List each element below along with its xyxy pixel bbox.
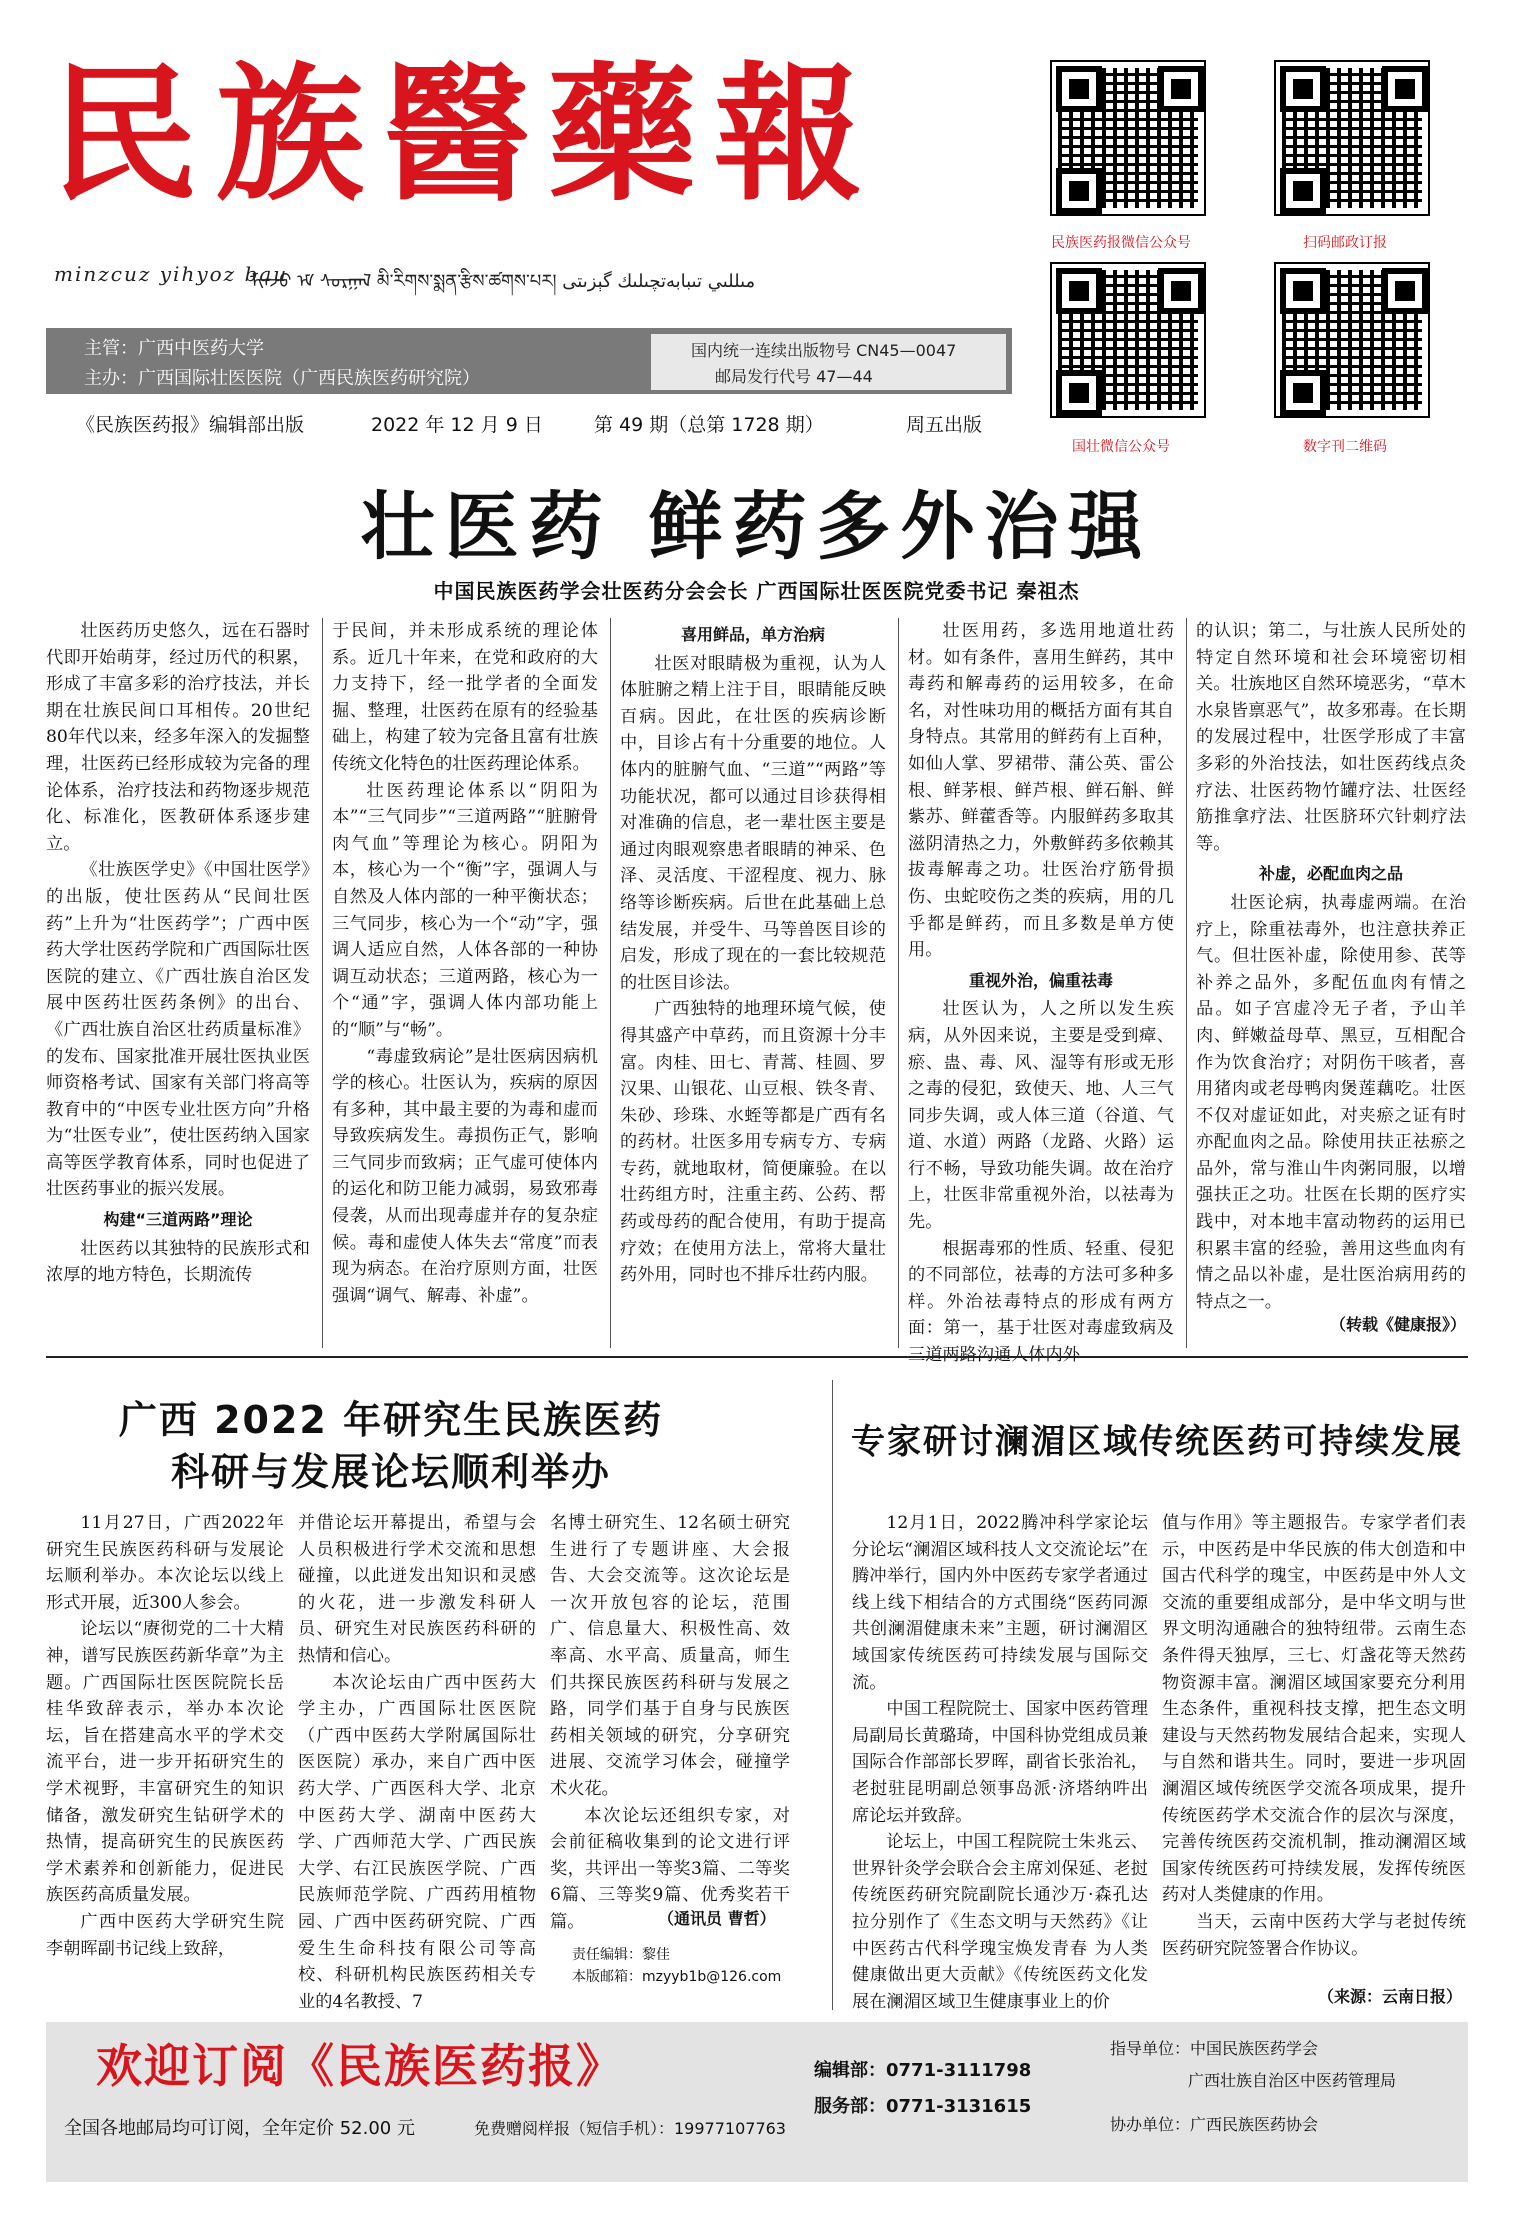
section-heading: 补虚，必配血肉之品 (1258, 864, 1403, 884)
paragraph: 壮医用药，多选用地道壮药材。如有条件，喜用生鲜药，其中毒药和解毒药的运用较多，在命名，对性味功用的概括方面有其自身特点。其常用的鲜药有上百种，如仙人掌、罗裙带、蒲公英、雷公根、鲜茅根、鲜芦根、鲜石斛、鲜紫苏、鲜藿香等。内服鲜药多取其滋阴清热之力，外敷鲜药多依赖其拔毒解毒之功。壮医治疗筋骨损伤、虫蛇咬伤之类的疾病，用的几乎都是鲜药，而且多数是单方使用。 (908, 621, 1174, 961)
qr-digital[interactable] (1276, 264, 1428, 416)
assist-unit: 协办单位：广西民族医药协会 (1110, 2115, 1319, 2134)
paragraph: 广西独特的地理环境气候，使得其盛产中草药，而且资源十分丰富。肉桂、田七、青蒿、桂圆、罗汉果、山银花、山豆根、铁冬青、朱砂、珍珠、水蛭等都是广西有名的药材。壮医多用专病专方、专病专药，就地取材，简便廉验。在以壮药组方时，注重主药、公药、帮药或母药的配合使用，有助于提高疗效；在使用方法上，常将大量壮药外用，同时也不排斥壮药内服。 (620, 999, 886, 1286)
publisher: 《民族医药报》编辑部出版 (76, 414, 305, 436)
section-heading: 喜用鲜品，单方治病 (680, 625, 825, 644)
paragraph: 于民间，并未形成系统的理论体系。近几十年来，在党和政府的大力支持下，经一批学者的全面发掘、整理，壮医药在原有的经验基础上，构建了较为完备且富有壮族传统文化特色的壮医药理论体系。 (332, 621, 598, 774)
paragraph: 壮医认为，人之所以发生疾病，从外因来说，主要是受到瘴、瘀、蛊、毒、风、湿等有形或无形之毒的侵犯，致使天、地、人三气同步失调，或人体三道（谷道、气道、水道）两路（龙路、火路）运行不畅，导致功能失调。故在治疗上，壮医非常重视外治，以祛毒为先。 (908, 999, 1174, 1233)
paragraph: 本次论坛还组织专家，对会前征稿收集到的论文进行评奖，共评出一等奖3篇、二等奖6篇、三等奖9篇、优秀奖若干篇。 (550, 1805, 790, 1932)
service-phone[interactable]: 服务部：0771-3131615 (814, 2096, 1032, 2117)
editorial-phone[interactable]: 编辑部：0771-3111798 (814, 2060, 1032, 2081)
qr-digital-label: 数字刊二维码 (1303, 439, 1387, 455)
lead-col-4 (908, 618, 1174, 1369)
paragraph: 本次论坛由广西中医药大学主办，广西国际壮医医院（广西中医药大学附属国际壮医医院）承办，来自广西中医药大学、广西医科大学、北京中医药大学、湖南中医药大学、广西师范大学、广西民族大学、右江民族医学院、广西民族师范学院、广西药用植物园、广西中医药研究院、广西爱生生命科技有限公司等高校、科研机构民族医药相关专业的4名教授、7 (298, 1672, 536, 2012)
sponsor-organizer: 主办：广西国际壮医医院（广西民族医药研究院） (84, 368, 480, 389)
subscription-price: 全国各地邮局均可订阅，全年定价 52.00 元 (64, 2118, 415, 2139)
lead-col-5 (1196, 618, 1466, 1315)
paragraph: 名博士研究生、12名硕士研究生进行了专题讲座、大会报告、大会交流等。这次论坛是一次开放包容的论坛，范围广、信息量大、积极性高、效率高、水平高、质量高，师生们共探民族医药科研与发展之路，同学们基于自身与民族医药相关领域的研究，分享研究进展、交流学习体会，碰撞学术火花。 (550, 1513, 790, 1799)
paragraph: 当天，云南中医药大学与老挝传统医药研究院签署合作协议。 (1162, 1911, 1466, 1959)
section-heading: 构建“三道两路”理论 (103, 1210, 253, 1230)
lead-col-2 (332, 618, 598, 1309)
paragraph: 并借论坛开幕提出，希望与会人员积极进行学术交流和思想碰撞，以此迸发出知识和灵感的火花，进一步激发科研人员、研究生对民族医药科研的热情和信心。 (298, 1513, 536, 1666)
section-heading: 重视外治，偏重祛毒 (968, 970, 1113, 990)
paragraph: 《壮族医学史》《中国壮医学》的出版，使壮医药从“民间壮医药”上升为“壮医药学”；广西中医药大学壮医药学院和广西国际壮医医院的建立、《广西壮族自治区发展中医药壮医药条例》的出台、《广西壮族自治区壮药质量标准》的发布、国家批准开展壮医执业医师资格考试、国家有关部门将高等教育中的“中医专业壮医方向”升格为“壮医专业”，使壮医药纳入国家高等医学教育体系，同时也促进了壮医药事业的振兴发展。 (46, 860, 310, 1200)
qr-wechat[interactable] (1052, 62, 1204, 214)
article3-col-2 (1162, 1510, 1466, 1962)
sample-request: 免费赠阅样报（短信手机）：19977107763 (474, 2119, 786, 2138)
article2-headline-2: 科研与发展论坛顺利举办 (170, 1450, 611, 1494)
paragraph: 壮医药历史悠久，远在石器时代即开始萌芽，经过历代的积累，形成了丰富多彩的治疗技法，并长期在壮族民间口耳相传。20世纪80年代以来，经多年深入的发掘整理，壮医药已经形成较为完备的理论体系，治疗技法和药物逐步规范化、标准化，医教研体系逐步建立。 (46, 621, 310, 854)
article2-headline-1: 广西 2022 年研究生民族医药 (118, 1398, 664, 1442)
paragraph: 壮医对眼睛极为重视，认为人体脏腑之精上注于目，眼睛能反映百病。因此，在壮医的疾病诊断中，目诊占有十分重要的地位。人体内的脏腑气血、“三道”“两路”等功能状况，都可以通过目诊获得相对准确的信息，老一辈壮医主要是通过肉眼观察患者眼睛的神采、色泽、灵活度、干涩程度、视力、脉络等诊断疾病。后世在此基础上总结发展，并受牛、马等兽医目诊的启发，形成了现在的一套比较规范的壮医目诊法。 (620, 653, 886, 993)
lead-byline: 中国民族医药学会壮医药分会会长 广西国际壮医医院党委书记 秦祖杰 (433, 579, 1080, 603)
article2-col-2 (298, 1510, 536, 2015)
lead-credit: （转载《健康报》） (1330, 1315, 1467, 1334)
sponsor-supervisor: 主管：广西中医药大学 (84, 338, 264, 359)
post-code: 邮局发行代号 47—44 (715, 367, 873, 386)
issue-number: 第 49 期（总第 1728 期） (594, 414, 824, 436)
publication-numbers (651, 334, 1006, 390)
paragraph: “毒虚致病论”是壮医病因病机学的核心。壮医认为，疾病的原因有多种，其中最主要的为毒和虚而导致疾病发生。毒损伤正气，影响三气同步而致病；正气虚可使体内的运化和防卫能力减弱，易致邪毒侵袭，从而出现毒虚并存的复杂症候。毒和虚使人体失去“常度”而表现为病态。在治疗原则方面，壮医强调“调气、解毒、补虚”。 (332, 1046, 598, 1306)
lead-col-3 (620, 618, 886, 1289)
paragraph: 12月1日，2022腾冲科学家论坛分论坛“澜湄区域科技人文交流论坛”在腾冲举行，国内外中医药专家学者通过线上线下相结合的方式围绕“医药同源 共创澜湄健康未来”主题，研讨澜湄区域国家传统医药可持续发展与国际交流。 (852, 1513, 1148, 1693)
article3-credit: （来源：云南日报） (1318, 1987, 1463, 2006)
article3-headline: 专家研讨澜湄区域传统医药可持续发展 (851, 1422, 1463, 1462)
article2-reporter: （通讯员 曹哲） (658, 1909, 776, 1928)
paragraph: 论坛以“赓彻党的二十大精神，谱写民族医药新华章”为主题。广西国际壮医医院院长岳桂华致辞表示，举办本次论坛，旨在搭建高水平的学术交流平台，进一步开拓研究生的学术视野，丰富研究生的知识储备，激发研究生钻研学术的热情，提高研究生的民族医药学术素养和创新能力，促进民族医药高质量发展。 (46, 1619, 284, 1906)
masthead-scripts: ᠮᠢᠨᠵᠦ ᠡᠮ ᠰᠤᠷᠭᠠᠯ མི་རིགས་སྨན་རྩིས་ཚགས་པར། مىللىي تىبابەتچىلىك گېزىتى (250, 271, 756, 292)
article2-col-3 (550, 1510, 790, 1936)
lead-headline: 壮医药 鲜药多外治强 (360, 484, 1153, 570)
sponsor-bar (46, 328, 1012, 394)
article3-col-1 (852, 1510, 1148, 2015)
masthead-pinyin: minzcuz yihyoz bau (54, 262, 289, 286)
qr-post[interactable] (1276, 62, 1428, 214)
qr-hospital[interactable] (1052, 264, 1204, 416)
paragraph: 壮医论病，执毒虚两端。在治疗上，除重祛毒外，也注意扶养正气。但壮医补虚，除使用参、芪等补养之品外，多配伍血肉有情之品。如子宫虚冷无子者，予山羊肉、鲜嫩益母草、黑豆，互相配合作为饮食治疗；对阴伤干咳者，喜用猪肉或老母鸭肉煲莲藕吃。壮医不仅对虚证如此，对夹瘀之证有时亦配血肉之品。除使用扶正祛瘀之品外，常与淮山牛肉粥同服，以增强扶正之功。壮医在长期的医疗实践中，对本地丰富动物药的运用已积累丰富的经验，善用这些血肉有情之品以补虚，是壮医治病用药的特点之一。 (1196, 892, 1466, 1312)
issue-line (46, 408, 1012, 442)
article2-email: 本版邮箱：mzyyb1b@126.com (572, 1969, 782, 1985)
paragraph: 的认识；第二，与壮族人民所处的特定自然环境和社会环境密切相关。壮族地区自然环境恶劣，“草木水泉皆禀恶气”，故多邪毒。在长期的发展过程中，壮医学形成了丰富多彩的外治技法，如壮医药线点灸疗法、壮医药物竹罐疗法、壮医经筋推拿疗法、壮医脐环穴针刺疗法等。 (1196, 621, 1466, 854)
qr-wechat-label: 民族医药报微信公众号 (1051, 235, 1191, 251)
guide-unit-2: 广西壮族自治区中医药管理局 (1188, 2071, 1397, 2090)
lead-col-1 (46, 618, 310, 1289)
issue-date: 2022 年 12 月 9 日 (371, 414, 543, 436)
article2-col-1 (46, 1510, 284, 1962)
weekday: 周五出版 (906, 414, 983, 436)
qr-post-label: 扫码邮政订报 (1303, 235, 1387, 251)
paragraph: 中国工程院院士、国家中医药管理局副局长黄璐琦，中国科协党组成员兼国际合作部部长罗晖，副省长张治礼，老挝驻昆明副总领事岛派·济塔纳吽出席论坛并致辞。 (852, 1699, 1148, 1826)
paragraph: 论坛上，中国工程院院士朱兆云、世界针灸学会联合会主席刘保延、老挝传统医药研究院副院长通沙万·森孔达拉分别作了《生态文明与天然药》《让中医药古代科学瑰宝焕发青春 为人类健康做出更大贡献》《传统医药文化发展在澜湄区域卫生健康事业上的价 (852, 1832, 1148, 2012)
masthead-title: 民族醫藥報 (50, 47, 880, 221)
paragraph: 根据毒邪的性质、轻重、侵犯的不同部位，祛毒的方法可多种多样。外治祛毒特点的形成有两方面：第一，基于壮医对毒虚致病及 (908, 1238, 1174, 1339)
guide-unit-1: 指导单位：中国民族医药学会 (1110, 2039, 1319, 2058)
cn-number: 国内统一连续出版物号 CN45—0047 (691, 341, 957, 360)
article2-editor: 责任编辑：黎佳 (572, 1947, 670, 1963)
paragraph: 11月27日，广西2022年研究生民族医药科研与发展论坛顺利举办。本次论坛以线上形式开展，近300人参会。 (46, 1513, 284, 1613)
paragraph: 值与作用》等主题报告。专家学者们表示，中医药是中华民族的伟大创造和中国古代科学的瑰宝，中医药是中外人文交流的重要组成部分，是中华文明与世界文明沟通融合的独特纽带。云南生态条件得天独厚，三七、灯盏花等天然药物资源丰富。澜湄区域国家要充分利用生态条件，重视科技支撑，把生态文明建设与天然药物发展结合起来，实现人与自然和谐共生。同时，要进一步巩固澜湄区域传统医学交流各项成果，提升传统医药学术交流合作的层次与深度，完善传统医药交流机制，推动澜湄区域国家传统医药可持续发展，发挥传统医药对人类健康的作用。 (1162, 1513, 1466, 1906)
paragraph: 壮医药以其独特的民族形式和浓厚的地方特色，长期流传 (46, 1238, 310, 1286)
qr-hospital-label: 国壮微信公众号 (1072, 439, 1170, 455)
paragraph: 广西中医药大学研究生院李朝晖副书记线上致辞， (46, 1911, 284, 1959)
subscription-slogan: 欢迎订阅《民族医药报》 (96, 2039, 624, 2093)
paragraph: 壮医药理论体系以“阴阳为本”“三气同步”“三道两路”“脏腑骨肉气血”等理论为核心。阴阳为本，核心为一个“衡”字，强调人与自然及人体内部的一种平衡状态；三气同步，核心为一个“动”字，强调人适应自然，人体各部的一种协调互动状态；三道两路，核心为一个“通”字，强调人体内部功能上的“顺”与“畅”。 (332, 780, 598, 1040)
